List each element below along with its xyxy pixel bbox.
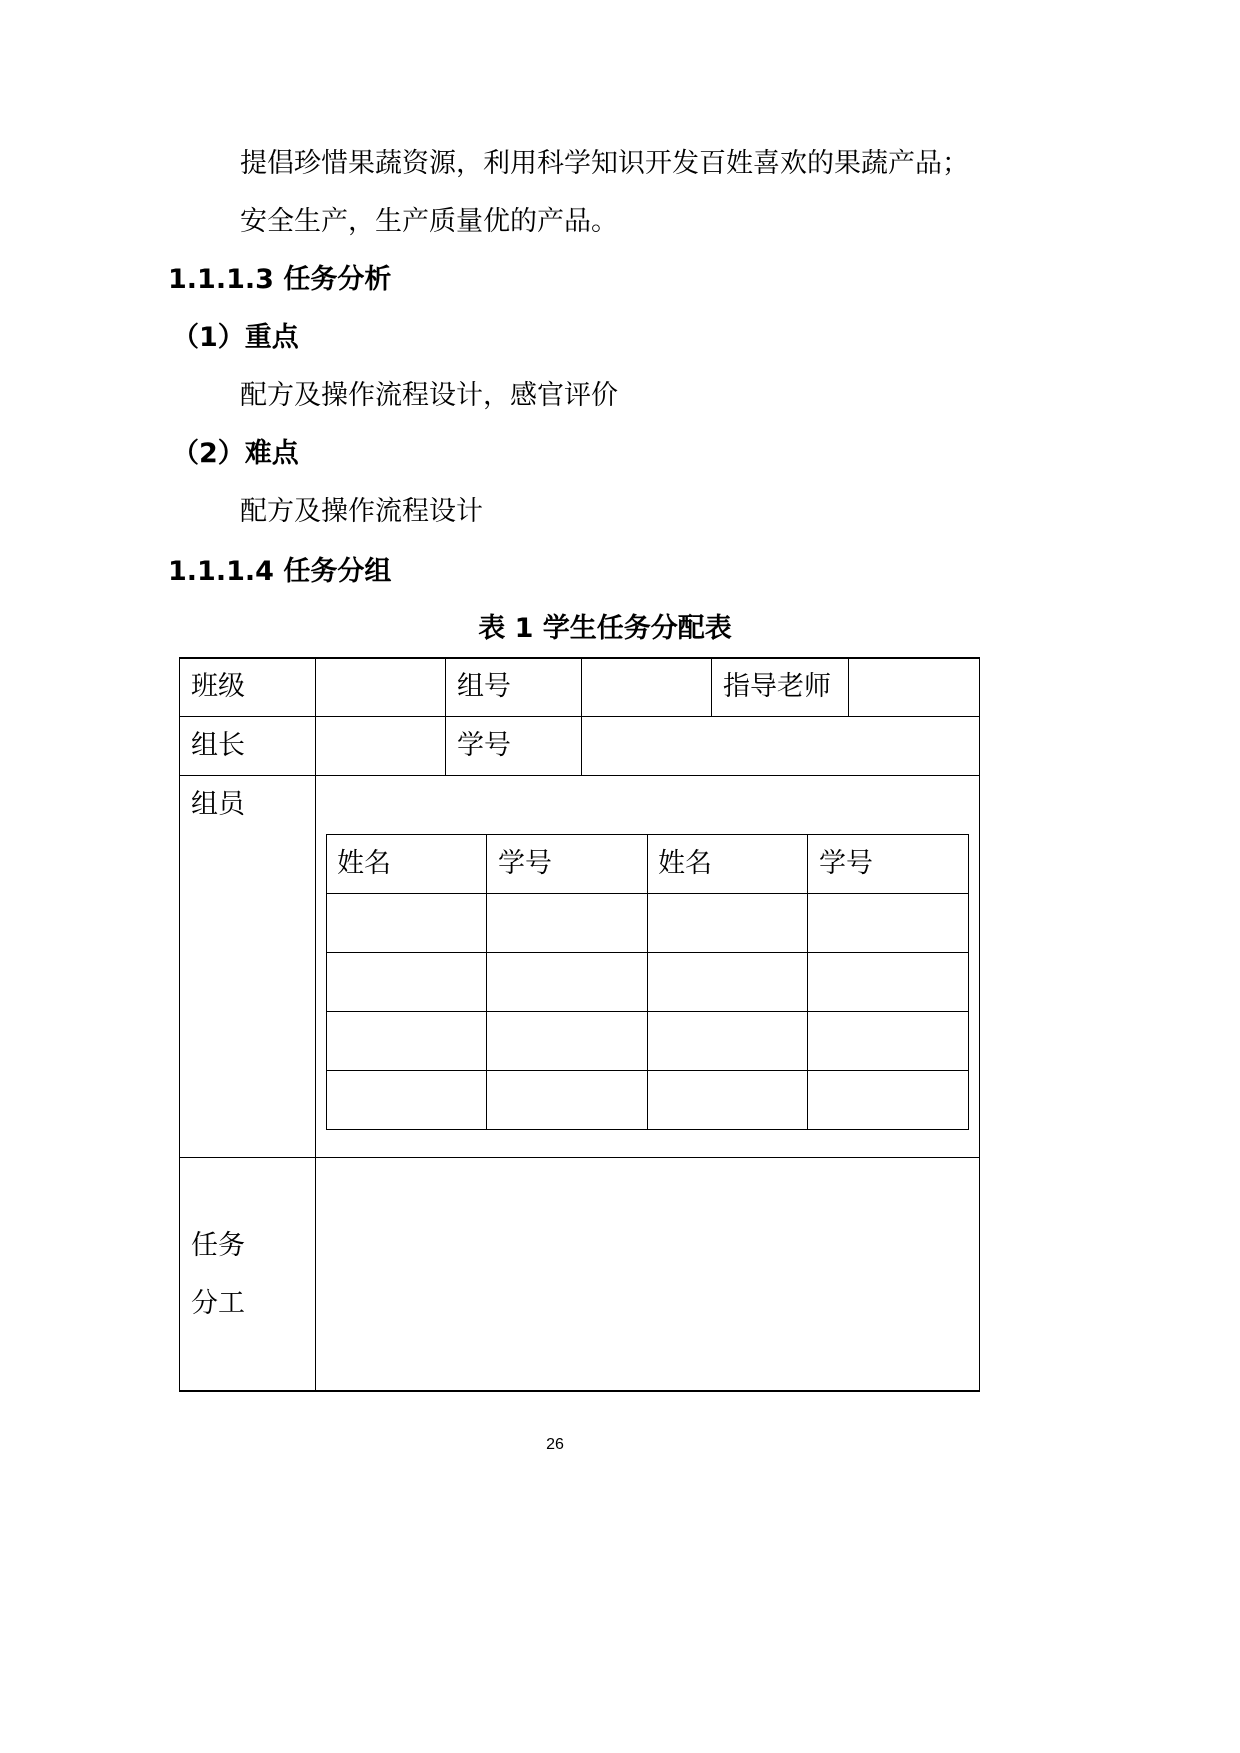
group-members-label: 组员 <box>191 789 245 820</box>
group-number-label: 组号 <box>457 671 511 702</box>
class-label: 班级 <box>191 671 245 702</box>
table-caption: 表 1 学生任务分配表 <box>478 613 732 644</box>
member-student-id-header-2: 学号 <box>819 848 873 879</box>
section-title-task-analysis: 1.1.1.3 任务分析 <box>168 264 392 295</box>
section-title-task-grouping: 1.1.1.4 任务分组 <box>168 556 392 587</box>
key-points-text: 配方及操作流程设计，感官评价 <box>240 380 618 411</box>
difficulties-text: 配方及操作流程设计 <box>240 496 483 527</box>
task-division-label-line2: 分工 <box>191 1288 245 1319</box>
instructor-label: 指导老师 <box>723 671 831 702</box>
subsection-key-points: （1）重点 <box>172 322 299 353</box>
member-name-header-2: 姓名 <box>658 848 712 879</box>
member-student-id-header: 学号 <box>498 848 552 879</box>
member-name-header: 姓名 <box>337 848 391 879</box>
subsection-difficulties: （2）难点 <box>172 438 299 469</box>
group-leader-label: 组长 <box>191 730 245 761</box>
page-number: 26 <box>546 1436 564 1453</box>
task-division-label-line1: 任务 <box>191 1230 245 1261</box>
paragraph-safety: 安全生产，生产质量优的产品。 <box>240 206 618 237</box>
leader-student-id-label: 学号 <box>457 730 511 761</box>
paragraph-resources: 提倡珍惜果蔬资源，利用科学知识开发百姓喜欢的果蔬产品； <box>240 148 969 179</box>
